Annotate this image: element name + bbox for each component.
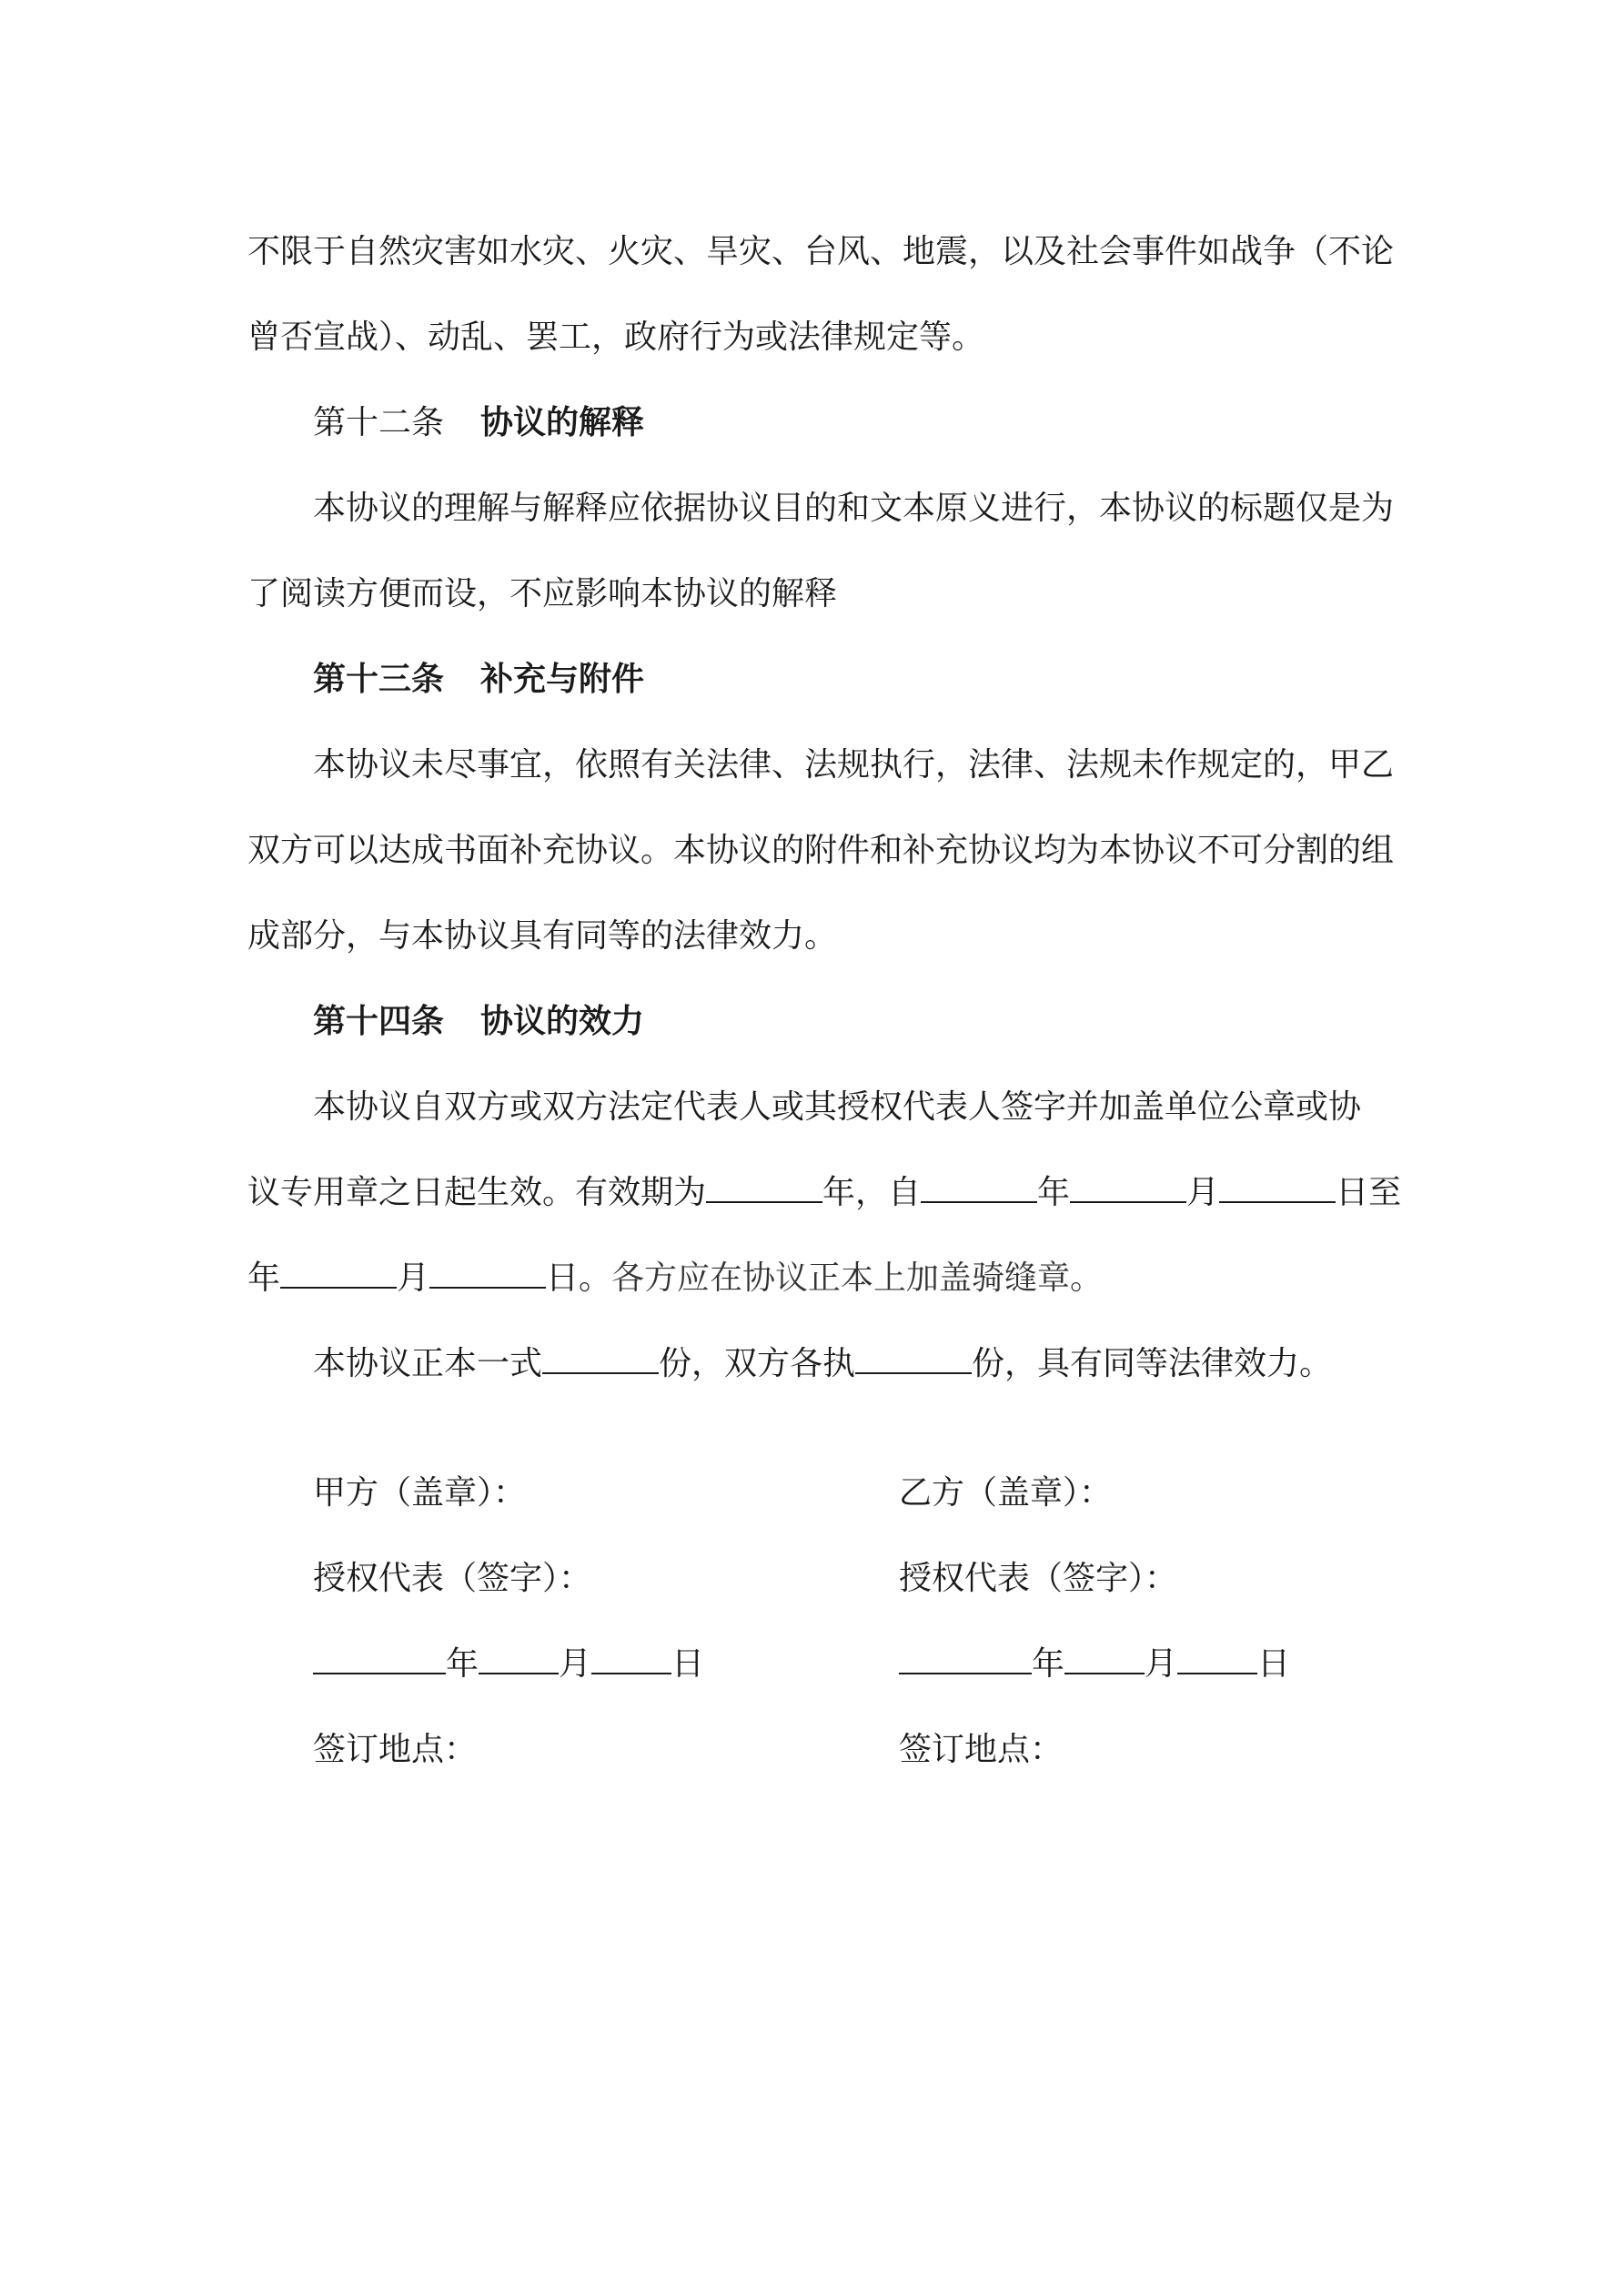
party-b-day-label: 日 bbox=[1257, 1645, 1291, 1683]
clause14-heading-number: 第十四条 bbox=[313, 1003, 445, 1040]
signature-spacer bbox=[247, 1407, 1394, 1451]
party-a-year-blank[interactable] bbox=[313, 1645, 446, 1674]
party-a-seal: 甲方（盖章）： bbox=[313, 1474, 527, 1512]
clause13-heading-title: 补充与附件 bbox=[480, 661, 645, 698]
clause13-line2: 双方可以达成书面补充协议。本协议的附件和补充协议均为本协议不可分割的组 bbox=[247, 832, 1395, 869]
clause14-line3-text-a: 年 bbox=[247, 1259, 281, 1297]
clause14-line2-text-a: 议专用章之日起生效。有效期为 bbox=[247, 1174, 707, 1211]
party-b-year-label: 年 bbox=[1032, 1645, 1065, 1683]
clause12-heading-number: 第十二条 bbox=[313, 404, 445, 441]
clause14-line1: 本协议自双方或双方法定代表人或其授权代表人签字并加盖单位公章或协 bbox=[313, 1088, 1362, 1126]
party-b-month-blank[interactable] bbox=[1064, 1645, 1145, 1674]
copies-total-blank[interactable] bbox=[542, 1345, 659, 1374]
document-page bbox=[247, 209, 1402, 1793]
party-b-place: 签订地点： bbox=[899, 1731, 1064, 1768]
clause12-heading bbox=[247, 380, 1394, 466]
start-year-blank[interactable] bbox=[921, 1174, 1037, 1203]
party-a-place: 签订地点： bbox=[313, 1731, 478, 1768]
clause14-heading-title: 协议的效力 bbox=[480, 1003, 645, 1040]
party-a-representative: 授权代表（签字）： bbox=[313, 1560, 592, 1597]
clause13-line1: 本协议未尽事宜，依照有关法律、法规执行，法律、法规未作规定的，甲乙 bbox=[313, 746, 1395, 784]
clause14-line3-text-d: 各方应在协议正本上加盖骑缝章。 bbox=[611, 1259, 1104, 1297]
party-b-representative: 授权代表（签字）： bbox=[899, 1560, 1178, 1597]
clause14-line2 bbox=[247, 1150, 1402, 1236]
validity-years-blank[interactable] bbox=[706, 1174, 822, 1203]
clause14-line2-text-d: 月 bbox=[1186, 1174, 1220, 1211]
party-a-month-blank[interactable] bbox=[479, 1645, 559, 1674]
party-a-day-label: 日 bbox=[671, 1645, 705, 1683]
clause14-heading bbox=[247, 979, 1394, 1065]
clause14-line4-text-c: 份，具有同等法律效力。 bbox=[972, 1345, 1333, 1382]
end-month-blank[interactable] bbox=[280, 1259, 397, 1289]
party-a-date bbox=[313, 1622, 899, 1707]
party-a-year-label: 年 bbox=[446, 1645, 479, 1683]
clause14-line2-text-e: 日至 bbox=[1336, 1174, 1402, 1211]
party-a-day-blank[interactable] bbox=[591, 1645, 671, 1674]
clause12-line1: 本协议的理解与解释应依据协议目的和文本原义进行，本协议的标题仅是为 bbox=[313, 490, 1395, 527]
clause11-line1: 不限于自然灾害如水灾、火灾、旱灾、台风、地震，以及社会事件如战争（不论 bbox=[247, 233, 1395, 270]
clause14-line4-text-b: 份，双方各执 bbox=[659, 1345, 856, 1382]
start-month-blank[interactable] bbox=[1070, 1174, 1186, 1203]
clause14-line3-text-b: 月 bbox=[397, 1259, 430, 1297]
start-day-blank[interactable] bbox=[1219, 1174, 1336, 1203]
party-b-date bbox=[899, 1622, 1354, 1707]
clause13-heading-number: 第十三条 bbox=[313, 661, 445, 698]
clause11-line2: 曾否宣战）、动乱、罢工，政府行为或法律规定等。 bbox=[247, 319, 985, 356]
clause14-line4-text-a: 本协议正本一式 bbox=[313, 1345, 543, 1382]
clause14-line3 bbox=[247, 1236, 1394, 1321]
clause12-heading-title: 协议的解释 bbox=[480, 404, 645, 441]
signature-date-row bbox=[247, 1622, 1394, 1707]
party-b-seal: 乙方（盖章）： bbox=[899, 1474, 1113, 1512]
party-b-day-blank[interactable] bbox=[1177, 1645, 1257, 1674]
signature-place-row bbox=[247, 1707, 1394, 1793]
clause14-line4 bbox=[247, 1321, 1394, 1407]
party-b-year-blank[interactable] bbox=[899, 1645, 1032, 1674]
signature-seal-row bbox=[247, 1451, 1394, 1536]
clause14-line3-text-c: 日。 bbox=[546, 1259, 612, 1297]
signature-rep-row bbox=[247, 1536, 1394, 1622]
clause13-line3: 成部分，与本协议具有同等的法律效力。 bbox=[247, 917, 838, 955]
clause14-line2-text-c: 年 bbox=[1037, 1174, 1071, 1211]
party-b-month-label: 月 bbox=[1145, 1645, 1178, 1683]
clause13-heading bbox=[247, 637, 1394, 723]
clause14-line2-text-b: 年，自 bbox=[822, 1174, 922, 1211]
party-a-month-label: 月 bbox=[559, 1645, 592, 1683]
end-day-blank[interactable] bbox=[429, 1259, 546, 1289]
copies-each-blank[interactable] bbox=[855, 1345, 972, 1374]
clause12-line2: 了阅读方便而设，不应影响本协议的解释 bbox=[247, 575, 838, 612]
